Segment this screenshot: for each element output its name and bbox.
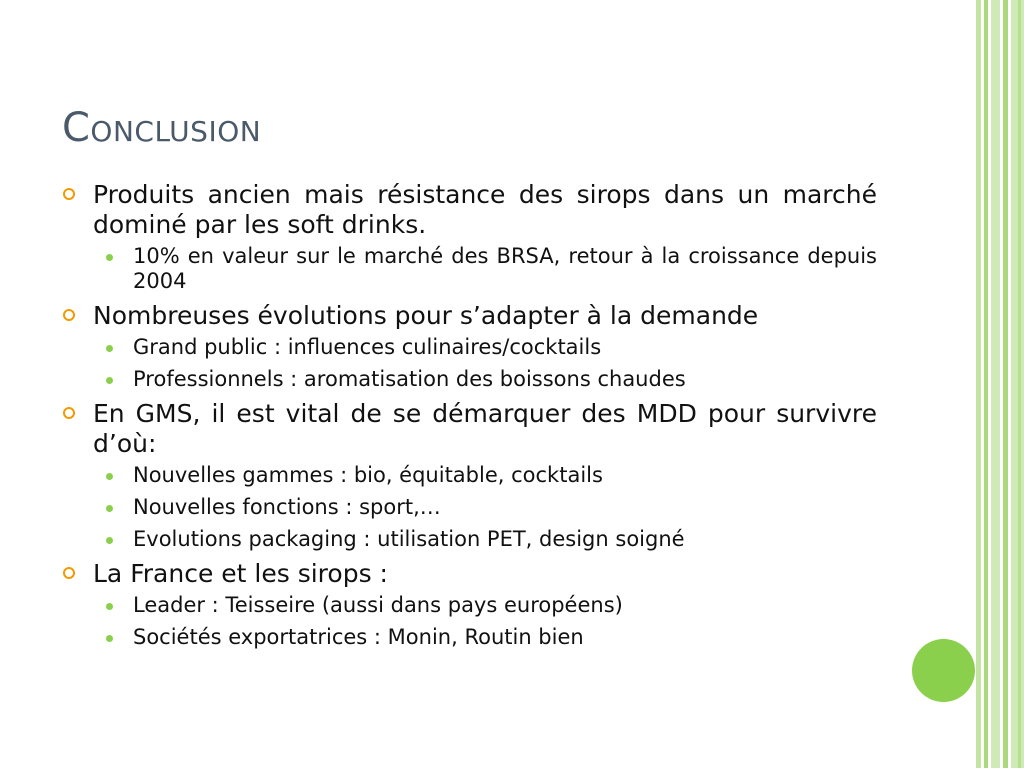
- orange-ring-bullet-icon: [63, 407, 75, 419]
- green-dot-bullet-icon: [106, 345, 113, 352]
- bullet-item: [62, 399, 877, 459]
- sub-bullet-list: [62, 244, 877, 294]
- bullet-text: En GMS, il est vital de se démarquer des MDD pour survivre d’où:: [93, 399, 877, 458]
- sub-bullet-item: [102, 463, 877, 488]
- bullet-text: Nombreuses évolutions pour s’adapter à la demande: [93, 301, 759, 330]
- green-dot-bullet-icon: [106, 473, 113, 480]
- sub-bullet-list: [62, 463, 877, 552]
- slide-title: Conclusion: [62, 105, 262, 151]
- sub-bullet-text: Nouvelles gammes : bio, équitable, cocktails: [133, 463, 603, 487]
- sub-bullet-text: Grand public : influences culinaires/cocktails: [133, 335, 602, 359]
- green-circle-icon: [912, 639, 975, 702]
- bullet-list: [62, 180, 877, 650]
- sub-bullet-item: [102, 593, 877, 618]
- sub-bullet-text: Evolutions packaging : utilisation PET, design soigné: [133, 527, 685, 551]
- sub-bullet-list: [62, 335, 877, 392]
- green-dot-bullet-icon: [106, 635, 113, 642]
- sub-bullet-text: Leader : Teisseire (aussi dans pays européens): [133, 593, 623, 617]
- decorative-stripe: [1003, 0, 1008, 768]
- sub-bullet-item: [102, 495, 877, 520]
- green-dot-bullet-icon: [106, 537, 113, 544]
- bullet-item: [62, 301, 877, 331]
- sub-bullet-item: [102, 335, 877, 360]
- sub-bullet-item: [102, 367, 877, 392]
- sub-bullet-item: [102, 244, 877, 294]
- sub-bullet-text: Sociétés exportatrices : Monin, Routin bien: [133, 625, 584, 649]
- bullet-text: Produits ancien mais résistance des sirops dans un marché dominé par les soft drinks.: [93, 180, 877, 239]
- orange-ring-bullet-icon: [63, 188, 75, 200]
- decorative-stripe: [976, 0, 981, 768]
- bullet-text: La France et les sirops :: [93, 559, 388, 588]
- green-dot-bullet-icon: [106, 603, 113, 610]
- green-dot-bullet-icon: [106, 254, 113, 261]
- sub-bullet-text: Nouvelles fonctions : sport,…: [133, 495, 441, 519]
- decorative-stripe: [991, 0, 1000, 768]
- bullet-item: [62, 559, 877, 589]
- sub-bullet-text: 10% en valeur sur le marché des BRSA, retour à la croissance depuis 2004: [133, 244, 877, 293]
- sub-bullet-list: [62, 593, 877, 650]
- sub-bullet-item: [102, 527, 877, 552]
- orange-ring-bullet-icon: [63, 567, 75, 579]
- green-dot-bullet-icon: [106, 377, 113, 384]
- bullet-item: [62, 180, 877, 240]
- green-dot-bullet-icon: [106, 505, 113, 512]
- orange-ring-bullet-icon: [63, 309, 75, 321]
- sub-bullet-text: Professionnels : aromatisation des boissons chaudes: [133, 367, 686, 391]
- decorative-stripe: [1018, 0, 1021, 768]
- decorative-stripe: [984, 0, 988, 768]
- sub-bullet-item: [102, 625, 877, 650]
